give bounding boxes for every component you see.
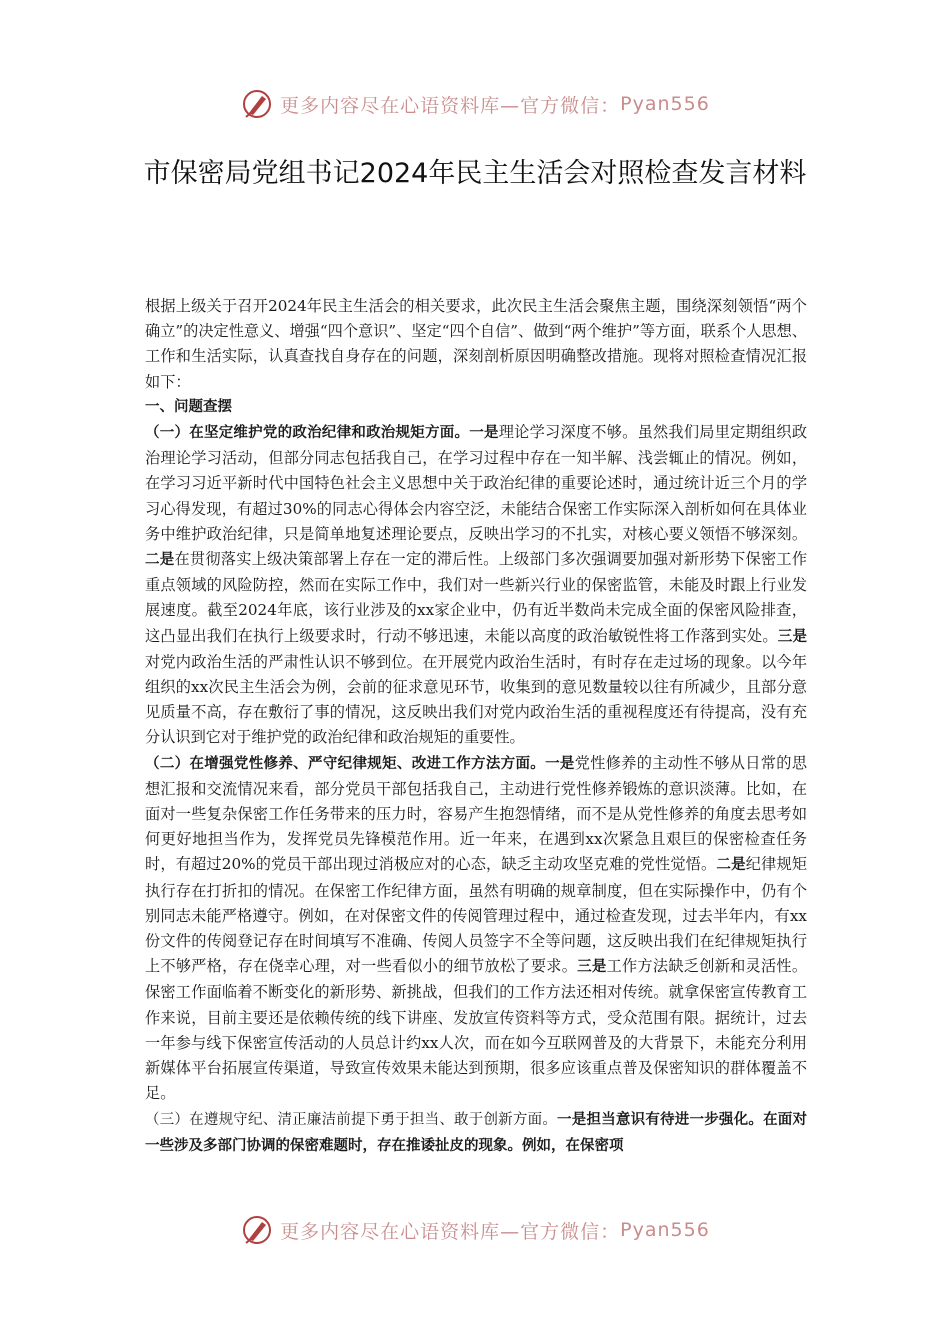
point-text: 对党内政治生活的严肃性认识不够到位。在开展党内政治生活时，有时存在走过场的现象。以今年组织的xx次民主生活会为例，会前的征求意见环节，收集到的意见数量较以往有所减少，且部分意见质量不高，存在敷衍了事的情况，这反映出我们对党内政治生活的重视程度还有待提高，没有充分认识到它对于维护党的政治纪律和政治规矩的重要性。	[145, 652, 807, 747]
point-marker: 一是	[557, 1111, 587, 1128]
section-heading: 一、问题查摆	[145, 398, 232, 415]
intro-paragraph: 根据上级关于召开2024年民主生活会的相关要求，此次民主生活会聚焦主题，围绕深刻领悟“两个确立”的决定性意义、增强“四个意识”、坚定“四个自信”、做到“两个维护”等方面，联系个人思想、工作和生活实际，认真查找自身存在的问题，深刻剖析原因明确整改措施。现将对照检查情况汇报如下：	[145, 297, 807, 391]
subsection-paragraph	[145, 420, 807, 751]
point-marker: 一是	[469, 425, 499, 442]
subsection-heading: （三）在遵规守纪、清正廉洁前提下勇于担当、敢于创新方面。	[145, 1111, 558, 1128]
point-marker: 二是	[716, 857, 746, 874]
banner-text: 更多内容尽在心语资料库—官方微信：	[280, 1220, 621, 1243]
banner-text: 更多内容尽在心语资料库—官方微信：	[280, 94, 621, 117]
point-text: 工作方法缺乏创新和灵活性。保密工作面临着不断变化的新形势、新挑战，但我们的工作方法还相对传统。就拿保密宣传教育工作来说，目前主要还是依赖传统的线下讲座、发放宣传资料等方式，受众范围有限。据统计，过去一年参与线下保密宣传活动的人员总计约xx人次，而在如今互联网普及的大背景下，未能充分利用新媒体平台拓展宣传渠道，导致宣传效果未能达到预期，很多应该重点普及保密知识的群体覆盖不足。	[145, 957, 808, 1103]
pen-nib-logo-icon	[240, 87, 274, 121]
point-text: 担当意识有待进一步强化。在面对一些涉及多部门协调的保密难题时，存在推诿扯皮的现象。例如，在保密项	[145, 1111, 808, 1154]
subsection-heading: （二）在增强党性修养、严守纪律规矩、改进工作方法方面。	[145, 755, 546, 772]
point-text: 纪律规矩执行存在打折扣的情况。在保密工作纪律方面，虽然有明确的规章制度，但在实际操作中，仍有个别同志未能严格遵守。例如，在对保密文件的传阅管理过程中，通过检查发现，过去半年内，有xx份文件的传阅登记存在时间填写不准确、传阅人员签字不全等问题，这反映出我们在纪律规矩执行上不够严格，存在侥幸心理，对一些看似小的细节放松了要求。	[145, 855, 808, 976]
banner-wechat-id: Pyan556	[620, 93, 710, 115]
point-marker: 二是	[145, 552, 175, 569]
footer-watermark-banner	[0, 1210, 950, 1250]
pen-nib-logo-icon	[240, 1213, 274, 1247]
point-text: 在贯彻落实上级决策部署上存在一定的滞后性。上级部门多次强调要加强对新形势下保密工作重点领域的风险防控，然而在实际工作中，我们对一些新兴行业的保密监管，未能及时跟上行业发展速度。截至2024年底，该行业涉及的xx家企业中，仍有近半数尚未完成全面的保密风险排查，这凸显出我们在执行上级要求时，行动不够迅速，未能以高度的政治敏锐性将工作落到实处。	[145, 550, 808, 645]
banner-wechat-id: Pyan556	[620, 1219, 710, 1241]
document-body	[145, 294, 807, 1159]
point-marker: 一是	[545, 755, 575, 772]
header-watermark-banner	[0, 84, 950, 124]
subsection-heading: （一）在坚定维护党的政治纪律和政治规矩方面。	[145, 425, 470, 442]
point-text: 党性修养的主动性不够从日常的思想汇报和交流情况来看，部分党员干部包括我自己，主动进行党性修养锻炼的意识淡薄。比如，在面对一些复杂保密工作任务带来的压力时，容易产生抱怨情绪，而不是从党性修养的角度去思考如何更好地担当作为，发挥党员先锋模范作用。近一年来，在遇到xx次紧急且艰巨的保密检查任务时，有超过20%的党员干部出现过消极应对的心态，缺乏主动攻坚克难的党性觉悟。	[145, 753, 808, 874]
subsection-paragraph	[145, 1107, 807, 1159]
point-marker: 三是	[777, 628, 808, 645]
subsection-paragraph	[145, 751, 807, 1107]
point-marker: 三是	[577, 959, 607, 976]
point-text: 理论学习深度不够。虽然我们局里定期组织政治理论学习活动，但部分同志包括我自己，在学习过程中存在一知半解、浅尝辄止的情况。例如，在学习习近平新时代中国特色社会主义思想中关于政治纪律的重要论述时，通过统计近三个月的学习心得发现，有超过30%的同志心得体会内容空泛，未能结合保密工作实际深入剖析如何在具体业务中维护政治纪律，只是简单地复述理论要点，反映出学习的不扎实，对核心要义领悟不够深刻。	[145, 423, 808, 543]
document-title: 市保密局党组书记2024年民主生活会对照检查发言材料	[143, 158, 807, 189]
